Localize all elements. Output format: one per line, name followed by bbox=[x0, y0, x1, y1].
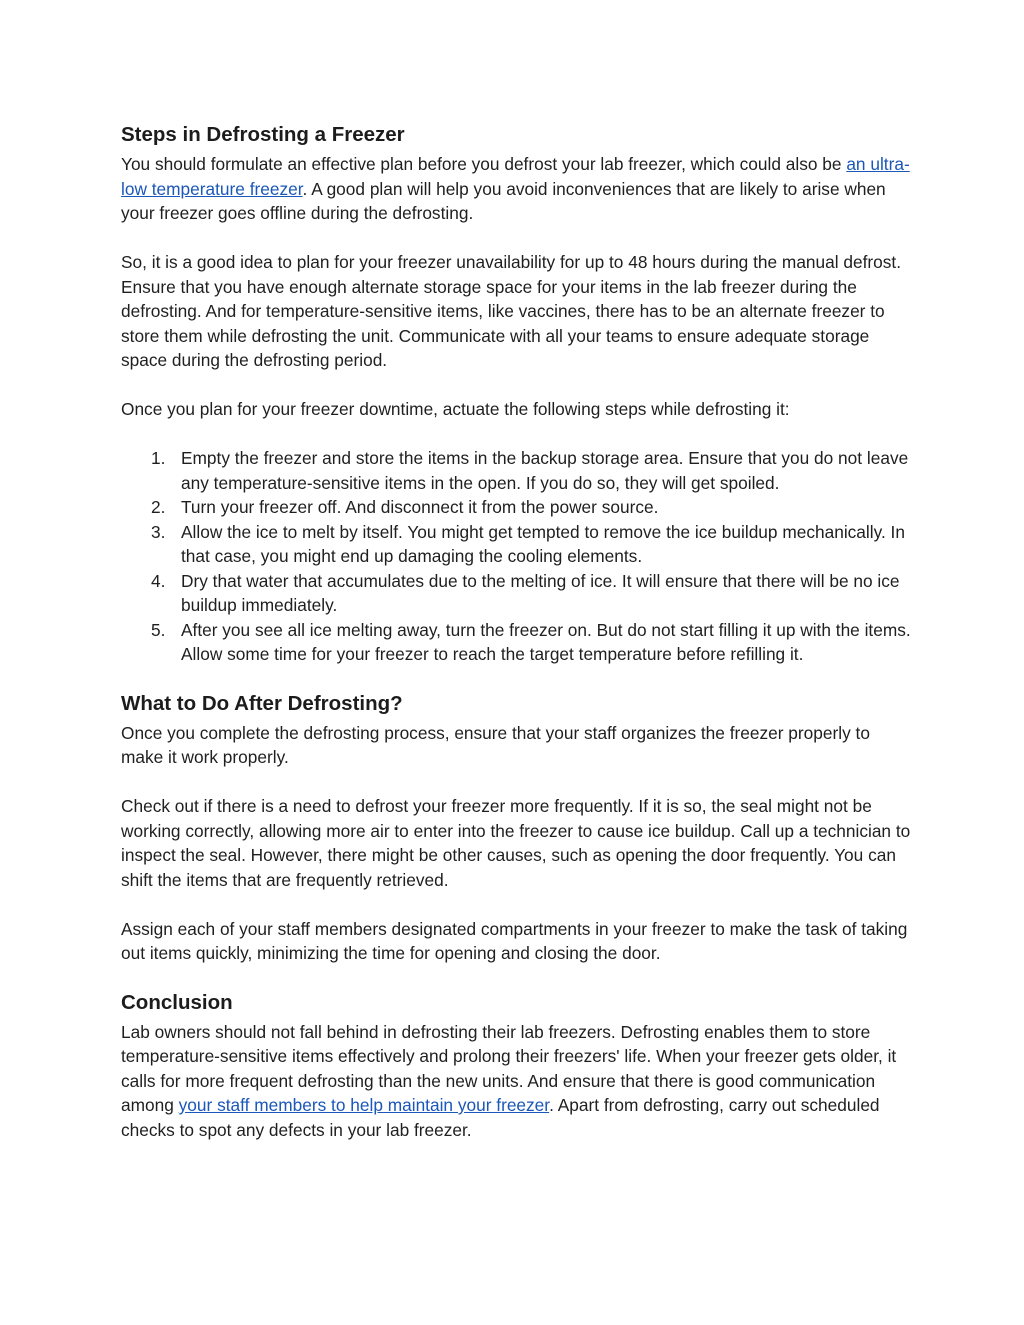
staff-maintain-freezer-link[interactable]: your staff members to help maintain your freezer bbox=[178, 1095, 550, 1115]
list-item bbox=[121, 569, 911, 618]
paragraph-steps-intro: Once you plan for your freezer downtime, actuate the following steps while defrosting it: bbox=[121, 399, 790, 419]
paragraph-conclusion bbox=[121, 1020, 911, 1143]
list-item-text: Turn your freezer off. And disconnect it from the power source. bbox=[181, 497, 659, 517]
list-item-number: 2. bbox=[151, 497, 166, 517]
paragraph-after-intro: Once you complete the defrosting process, ensure that your staff organizes the freezer properly to make it work properly. bbox=[121, 722, 870, 767]
paragraph-compartments: Assign each of your staff members designated compartments in your freezer to make the task of taking out items quickly, minimizing the time for opening and closing the door. bbox=[121, 918, 908, 963]
paragraph-intro bbox=[121, 152, 911, 226]
paragraph-text: You should formulate an effective plan before you defrost your lab freezer, which could also be bbox=[121, 154, 847, 174]
list-item-number: 3. bbox=[151, 521, 166, 542]
list-item-number: 5. bbox=[151, 619, 166, 640]
list-item-text: Allow the ice to melt by itself. You might get tempted to remove the ice buildup mechanically. In that case, you might end up damaging the cooling elements. bbox=[181, 521, 905, 566]
defrost-steps-list bbox=[121, 446, 911, 667]
ultra-low-freezer-link[interactable]: an ultra-low temperature freezer bbox=[121, 154, 910, 199]
document-page bbox=[121, 118, 911, 1142]
paragraph-text: . Apart from defrosting, carry out scheduled checks to spot any defects in your lab freezer. bbox=[121, 1095, 880, 1140]
section-heading-conclusion: Conclusion bbox=[121, 990, 233, 1014]
list-item bbox=[121, 446, 911, 495]
list-item-number: 4. bbox=[151, 570, 166, 591]
list-item-text: After you see all ice melting away, turn the freezer on. But do not start filling it up with the items. Allow some time for your freezer to reach the target temperature before refilling it. bbox=[181, 619, 911, 664]
list-item bbox=[121, 495, 911, 520]
list-item bbox=[121, 618, 911, 667]
list-item-number: 1. bbox=[151, 448, 166, 468]
paragraph-text: Lab owners should not fall behind in defrosting their lab freezers. Defrosting enables them to store temperature-sensitive items effectively and prolong their freezers' life. When your freezer gets older, it calls for more frequent defrosting than the new units. And ensure that there is good communication among bbox=[121, 1021, 897, 1115]
paragraph-plan: So, it is a good idea to plan for your freezer unavailability for up to 48 hours during the manual defrost. Ensure that you have enough alternate storage space for your items in the lab freezer during the defrosting. And for temperature-sensitive items, like vaccines, there has to be an alternate freezer to store them while defrosting the unit. Communicate with all your teams to ensure adequate storage space during the defrosting period. bbox=[121, 252, 902, 370]
paragraph-text: . A good plan will help you avoid inconveniences that are likely to arise when your freezer goes offline during the defrosting. bbox=[121, 178, 886, 223]
paragraph-check-seal: Check out if there is a need to defrost your freezer more frequently. If it is so, the seal might not be working correctly, allowing more air to enter into the freezer to cause ice buildup. Call up a technician to inspect the seal. However, there might be other causes, such as opening the door frequently. You can shift the items that are frequently retrieved. bbox=[121, 796, 911, 890]
section-heading-after-defrosting: What to Do After Defrosting? bbox=[121, 691, 403, 715]
list-item bbox=[121, 520, 911, 569]
section-heading-steps: Steps in Defrosting a Freezer bbox=[121, 123, 405, 146]
list-item-text: Dry that water that accumulates due to the melting of ice. It will ensure that there will be no ice buildup immediately. bbox=[181, 570, 900, 615]
list-item-text: Empty the freezer and store the items in the backup storage area. Ensure that you do not leave any temperature-sensitive items in the open. If you do so, they will get spoiled. bbox=[181, 448, 909, 493]
